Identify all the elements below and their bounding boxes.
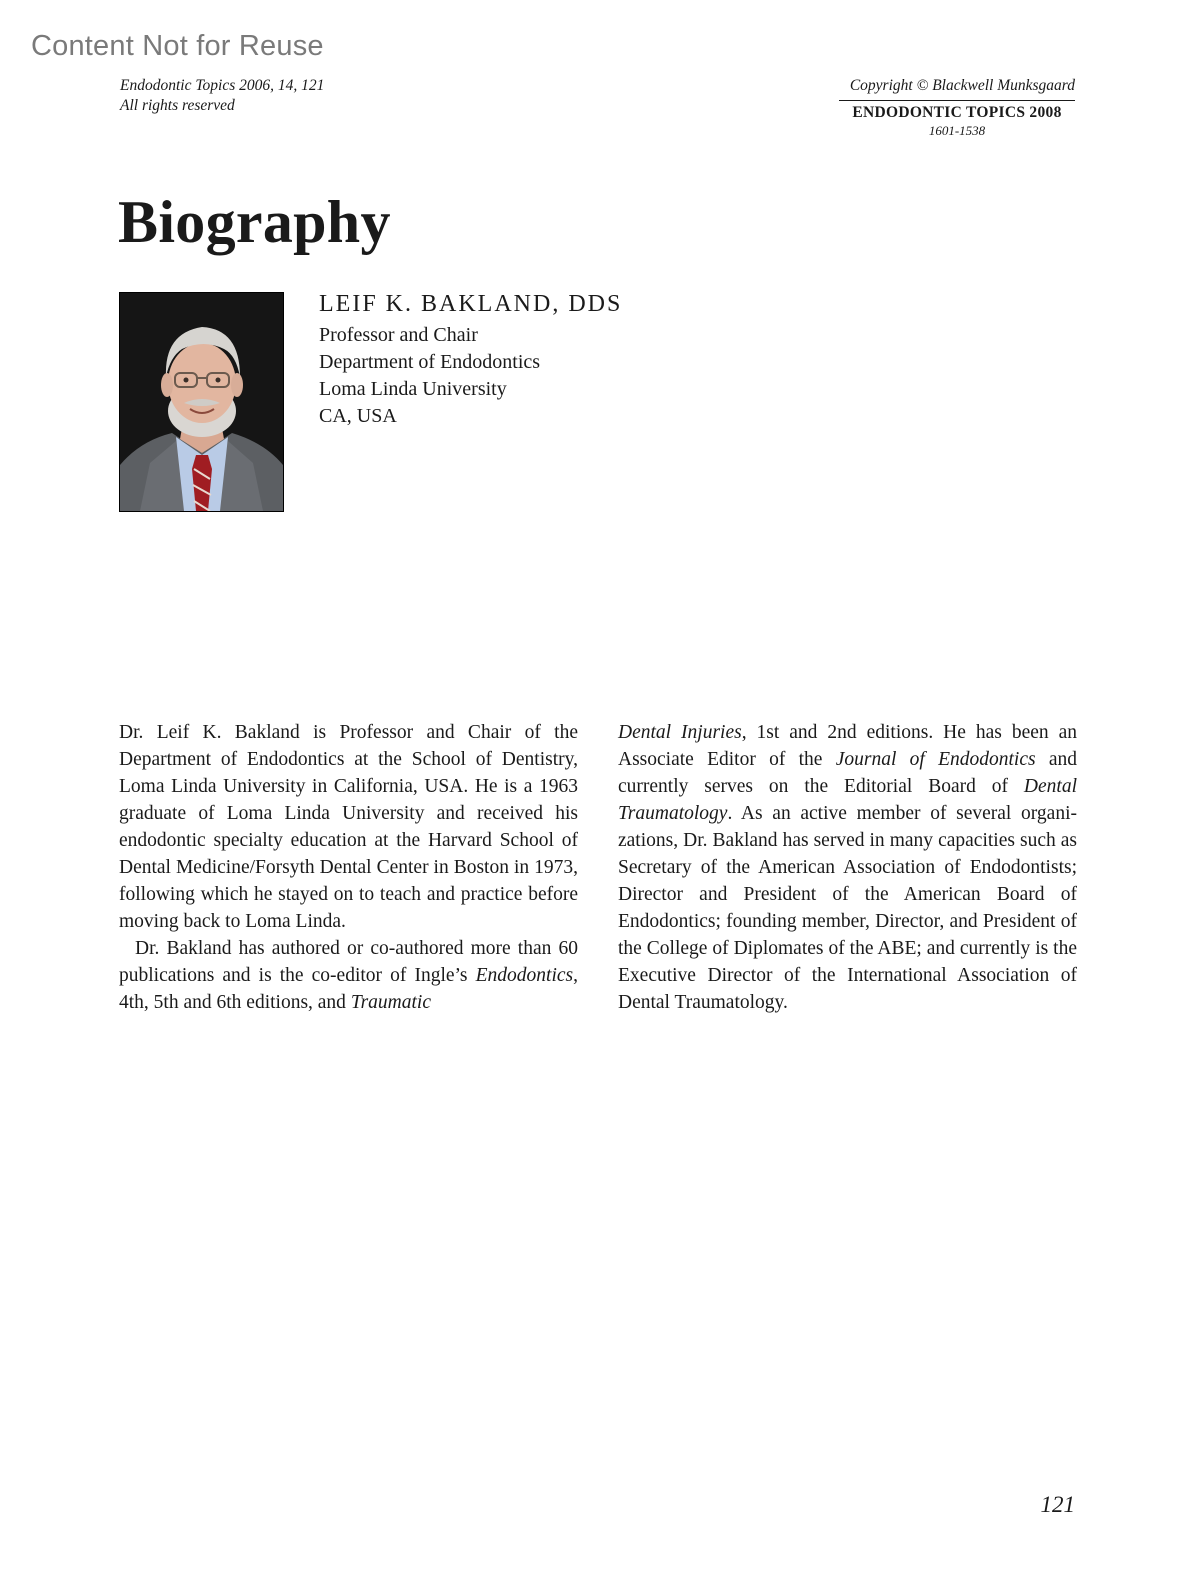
author-title: Professor and Chair xyxy=(319,324,478,346)
book-title-dental-injuries: Dental Injuries xyxy=(618,722,742,743)
citation-line: Endodontic Topics 2006, 14, 121 xyxy=(120,77,325,94)
book-title-traumatic: Traumatic xyxy=(350,992,431,1013)
body-paragraph-1: Dr. Leif K. Bakland is Professor and Chair of the Department of Endodontics at the School of Dentistry, Loma Linda University in California, USA. He is a 1963 graduate of Loma Linda University and received his endodontic specialty education at the Harvard School of Dental Medicine/Forsyth Dental Center in Boston in 1973, following which he stayed on to teach and practice before moving back to Loma Linda. xyxy=(119,722,578,932)
paragraph-2-text-d: and currently serves on the Editorial Board of xyxy=(618,749,1078,797)
author-institution: Loma Linda University xyxy=(319,378,507,400)
author-block xyxy=(319,289,622,430)
rights-line: All rights reserved xyxy=(120,97,235,114)
author-location: CA, USA xyxy=(319,405,397,427)
author-portrait xyxy=(119,292,284,512)
issn: 1601-1538 xyxy=(928,123,986,138)
page-number: 121 xyxy=(1040,1492,1075,1517)
author-name: LEIF K. BAKLAND, DDS xyxy=(319,291,623,317)
paragraph-2-text-a: Dr. Bakland has authored or co-authored more than 60 publications and is the co-editor of Ingle’s xyxy=(119,938,578,986)
body-paragraph-2 xyxy=(119,935,578,1016)
body-paragraph-2-continued xyxy=(618,719,1077,1016)
body-column-left xyxy=(119,719,578,1016)
portrait-illustration xyxy=(120,293,283,511)
body-column-right xyxy=(618,719,1077,1016)
journal-title-dental-traumatology: Dental Traumatology xyxy=(618,776,1077,824)
book-title-endodontics: Endodontics xyxy=(475,965,574,986)
paragraph-2-text-b: , 4th, 5th and 6th editions, and xyxy=(119,965,578,1013)
author-department: Department of Endodontics xyxy=(319,351,541,373)
journal-title-joe: Journal of Endodontics xyxy=(835,749,1036,770)
paragraph-2-text-c: , 1st and 2nd editions. He has been an Associate Editor of the xyxy=(618,722,1078,770)
running-header-right xyxy=(839,76,1075,139)
running-header-left xyxy=(120,76,324,116)
watermark: Content Not for Reuse xyxy=(31,30,324,62)
copyright-line: Copyright © Blackwell Munksgaard xyxy=(839,76,1075,101)
paragraph-2-text-e: . As an active member of several organizations, Dr. Bakland has served in many capacities such as Secretary of the American Association of Endodontists; Director and President of the American Board of Endodontics; founding member, Director, and President of the College of Diplomates of the ABE; and currently is the Executive Director of the International Association of Dental Traumatology. xyxy=(618,803,1077,1013)
journal-name: ENDODONTIC TOPICS 2008 xyxy=(852,104,1062,121)
page-title: Biography xyxy=(118,189,391,255)
